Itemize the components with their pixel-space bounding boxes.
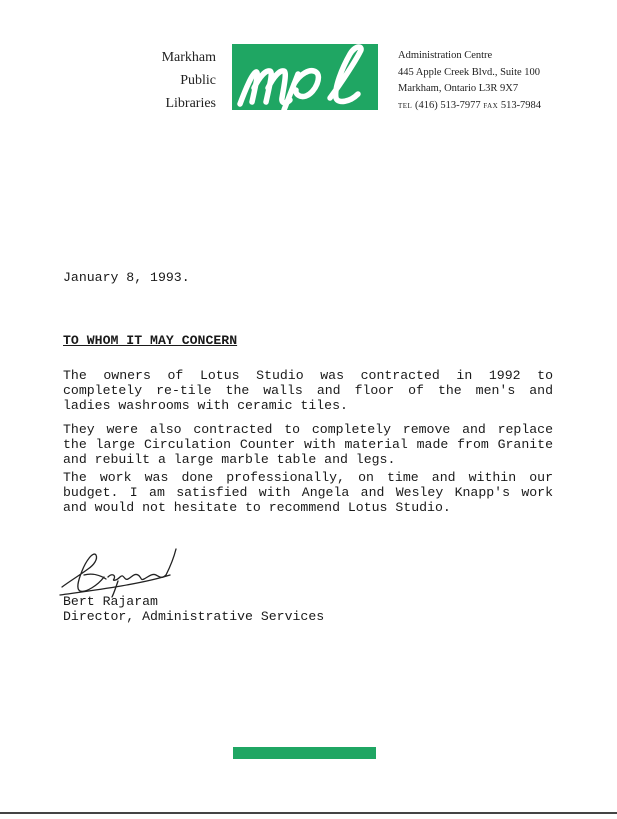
mpl-logo	[232, 44, 378, 110]
org-line-3: Libraries	[165, 96, 216, 111]
organization-name	[120, 46, 216, 115]
signer-name: Bert Rajaram	[63, 594, 158, 609]
address-line-3: Markham, Ontario L3R 9X7	[398, 83, 519, 94]
mpl-logo-lettering	[232, 44, 378, 110]
fax-number: 513-7984	[500, 99, 542, 111]
phone-line	[398, 98, 608, 115]
letter-date: January 8, 1993.	[63, 270, 190, 285]
tel-number: (416) 513-7977	[414, 99, 481, 111]
tel-label: TEL	[398, 101, 413, 110]
address-line-2: 445 Apple Creek Blvd., Suite 100	[398, 66, 541, 78]
signer-title: Director, Administrative Services	[63, 609, 325, 624]
org-line-1: Markham	[161, 50, 216, 65]
page-bottom-rule	[0, 812, 617, 814]
paragraph-2: They were also contracted to completely remove and replace the large Circulation Counter with material made from Granite and rebuilt a large marble table and legs.	[63, 422, 553, 467]
signer-block	[63, 594, 324, 624]
address-line-1: Administration Centre	[398, 50, 493, 61]
salutation: TO WHOM IT MAY CONCERN	[63, 333, 238, 348]
address-block	[398, 48, 608, 114]
org-line-2: Public	[180, 73, 216, 88]
paragraph-1: The owners of Lotus Studio was contracted in 1992 to completely re-tile the walls and floor of the men's and ladies washrooms with ceramic tiles.	[63, 368, 553, 413]
fax-label: FAX	[483, 101, 499, 110]
footer-green-bar	[233, 747, 376, 759]
paragraph-3: The work was done professionally, on time and within our budget. I am satisfied with Angela and Wesley Knapp's work and would not hesitate to recommend Lotus Studio.	[63, 470, 553, 515]
handwritten-signature	[58, 545, 188, 600]
